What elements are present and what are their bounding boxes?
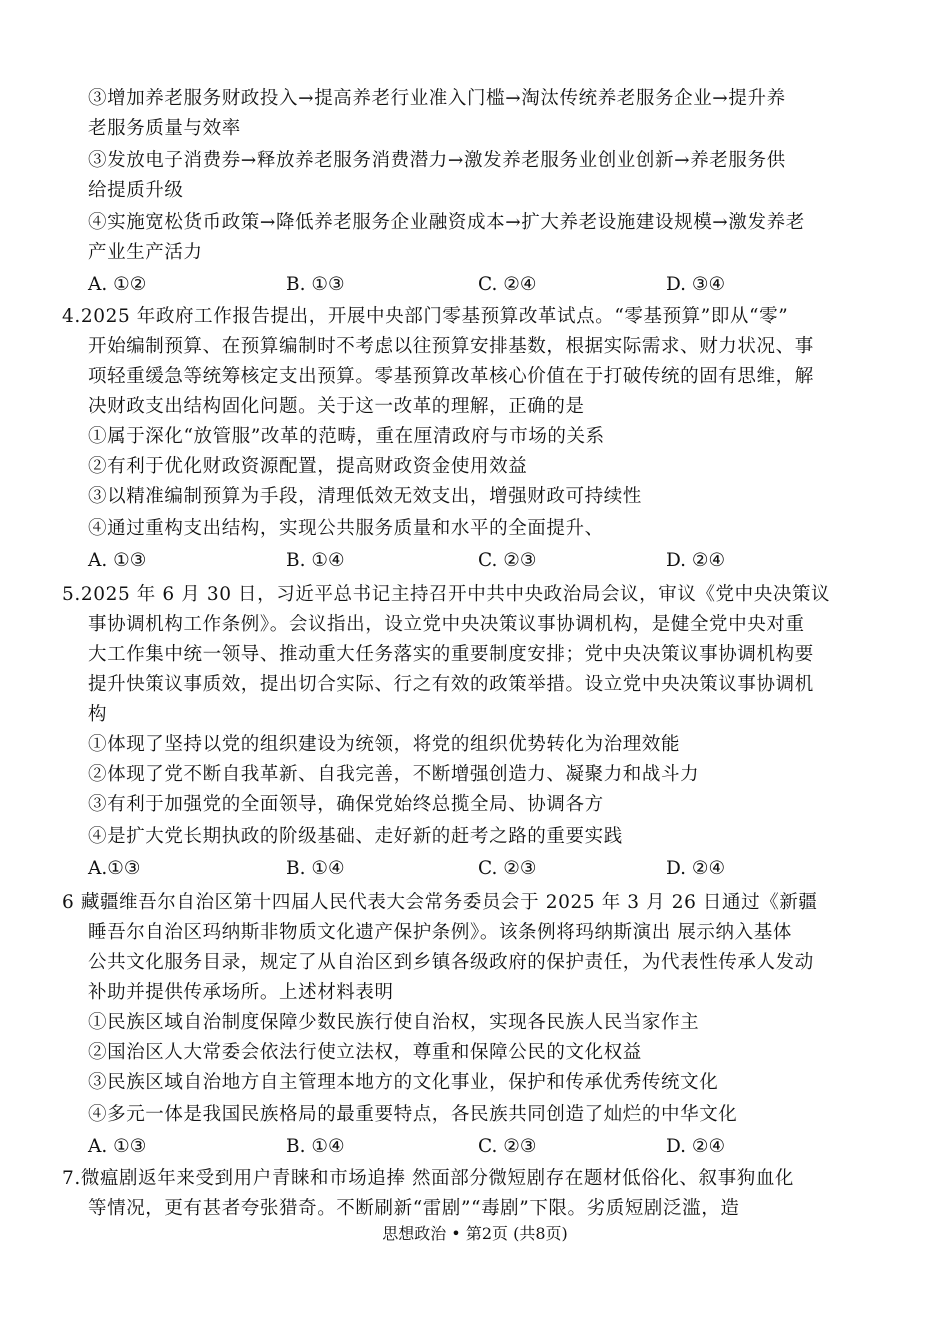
q6-stem-line2: 睡吾尔自治区玛纳斯非物质文化遗产保护条例》。该条例将玛纳斯演出 展示纳入基体 xyxy=(88,922,792,943)
q6-option-d[interactable]: D. ②④ xyxy=(666,1136,726,1157)
q6-item-3: ③民族区域自治地方自主管理本地方的文化事业，保护和传承优秀传统文化 xyxy=(88,1072,719,1093)
q4-item-1: ①属于深化“放管服”改革的范畴，重在厘清政府与市场的关系 xyxy=(88,426,605,447)
q5-option-a[interactable]: A.①③ xyxy=(88,858,141,879)
q5-option-c[interactable]: C. ②③ xyxy=(478,858,537,879)
q3-item-1-line2: 老服务质量与效率 xyxy=(88,118,241,139)
q3-item-3-line1: ④实施宽松货币政策→降低养老服务企业融资成本→扩大养老设施建设规模→激发养老 xyxy=(88,212,805,233)
q6-stem-line1: 6 藏疆维吾尔自治区第十四届人民代表大会常务委员会于 2025 年 3 月 26 日通过《新疆 xyxy=(62,892,818,913)
q7-stem-line2: 等情况，更有甚者夸张猎奇。不断刷新“雷剧”“毒剧”下限。劣质短剧泛滥，造 xyxy=(88,1198,740,1219)
q5-stem-line3: 大工作集中统一领导、推动重大任务落实的重要制度安排；党中央决策议事协调机构要 xyxy=(88,644,814,665)
q4-stem-line4: 决财政支出结构固化问题。关于这一改革的理解，正确的是 xyxy=(88,396,585,417)
q5-option-b[interactable]: B. ①④ xyxy=(286,858,345,879)
q5-options xyxy=(88,854,888,884)
q5-stem-line1: 5.2025 年 6 月 30 日，习近平总书记主持召开中共中央政治局会议，审议《党中央决策议 xyxy=(62,584,831,605)
q5-item-3: ③有利于加强党的全面领导，确保党始终总揽全局、协调各方 xyxy=(88,794,604,815)
q4-item-2: ②有利于优化财政资源配置，提高财政资金使用效益 xyxy=(88,456,528,477)
q4-stem-line2: 开始编制预算、在预算编制时不考虑以往预算安排基数，根据实际需求、财力状况、事 xyxy=(88,336,814,357)
q3-item-2-line2: 给提质升级 xyxy=(88,180,184,201)
q3-item-3-line2: 产业生产活力 xyxy=(88,242,203,263)
q3-options xyxy=(88,270,888,300)
q6-stem-line4: 补助并提供传承场所。上述材料表明 xyxy=(88,982,394,1003)
page-footer: 思想政治 • 第2页 (共8页) xyxy=(382,1224,568,1243)
q6-stem-line3: 公共文化服务目录，规定了从自治区到乡镇各级政府的保护责任，为代表性传承人发动 xyxy=(88,952,814,973)
q5-stem-line2: 事协调机构工作条例》。会议指出，设立党中央决策议事协调机构，是健全党中央对重 xyxy=(88,614,805,635)
q5-stem-line4: 提升快策议事质效，提出切合实际、行之有效的政策举措。设立党中央决策议事协调机 xyxy=(88,674,814,695)
q3-option-a[interactable]: A. ①② xyxy=(88,274,147,295)
q4-option-a[interactable]: A. ①③ xyxy=(88,550,147,571)
q4-option-d[interactable]: D. ②④ xyxy=(666,550,726,571)
q6-option-b[interactable]: B. ①④ xyxy=(286,1136,345,1157)
q6-options xyxy=(88,1132,888,1162)
q6-option-a[interactable]: A. ①③ xyxy=(88,1136,147,1157)
q6-item-2: ②国治区人大常委会依法行使立法权，尊重和保障公民的文化权益 xyxy=(88,1042,642,1063)
q4-option-b[interactable]: B. ①④ xyxy=(286,550,345,571)
q3-item-1-line1: ③增加养老服务财政投入→提高养老行业准入门槛→淘汰传统养老服务企业→提升养 xyxy=(88,88,786,109)
q4-options xyxy=(88,546,888,576)
q5-item-4: ④是扩大党长期执政的阶级基础、走好新的赶考之路的重要实践 xyxy=(88,826,623,847)
q6-item-1: ①民族区域自治制度保障少数民族行使自治权，实现各民族人民当家作主 xyxy=(88,1012,700,1033)
q7-stem-line1: 7.微瘟剧返年来受到用户青睐和市场追捧 然面部分微短剧存在题材低俗化、叙事狗血化 xyxy=(62,1168,795,1189)
q4-item-4: ④通过重构支出结构，实现公共服务质量和水平的全面提升、 xyxy=(88,518,604,539)
q5-stem-line5: 构 xyxy=(88,704,108,725)
q3-option-b[interactable]: B. ①③ xyxy=(286,274,345,295)
q3-option-c[interactable]: C. ②④ xyxy=(478,274,537,295)
q5-option-d[interactable]: D. ②④ xyxy=(666,858,726,879)
q4-stem-line1: 4.2025 年政府工作报告提出，开展中央部门零基预算改革试点。“零基预算”即从“零” xyxy=(62,306,789,327)
q5-item-1: ①体现了坚持以党的组织建设为统领，将党的组织优势转化为治理效能 xyxy=(88,734,681,755)
q4-stem-line3: 项轻重缓急等统筹核定支出预算。零基预算改革核心价值在于打破传统的固有思维，解 xyxy=(88,366,814,387)
q3-option-d[interactable]: D. ③④ xyxy=(666,274,726,295)
q4-option-c[interactable]: C. ②③ xyxy=(478,550,537,571)
q5-item-2: ②体现了党不断自我革新、自我完善，不断增强创造力、凝聚力和战斗力 xyxy=(88,764,700,785)
q6-item-4: ④多元一体是我国民族格局的最重要特点，各民族共同创造了灿烂的中华文化 xyxy=(88,1104,738,1125)
q6-option-c[interactable]: C. ②③ xyxy=(478,1136,537,1157)
q4-item-3: ③以精准编制预算为手段，清理低效无效支出，增强财政可持续性 xyxy=(88,486,642,507)
q3-item-2-line1: ③发放电子消费券→释放养老服务消费潜力→激发养老服务业创业创新→养老服务供 xyxy=(88,150,786,171)
